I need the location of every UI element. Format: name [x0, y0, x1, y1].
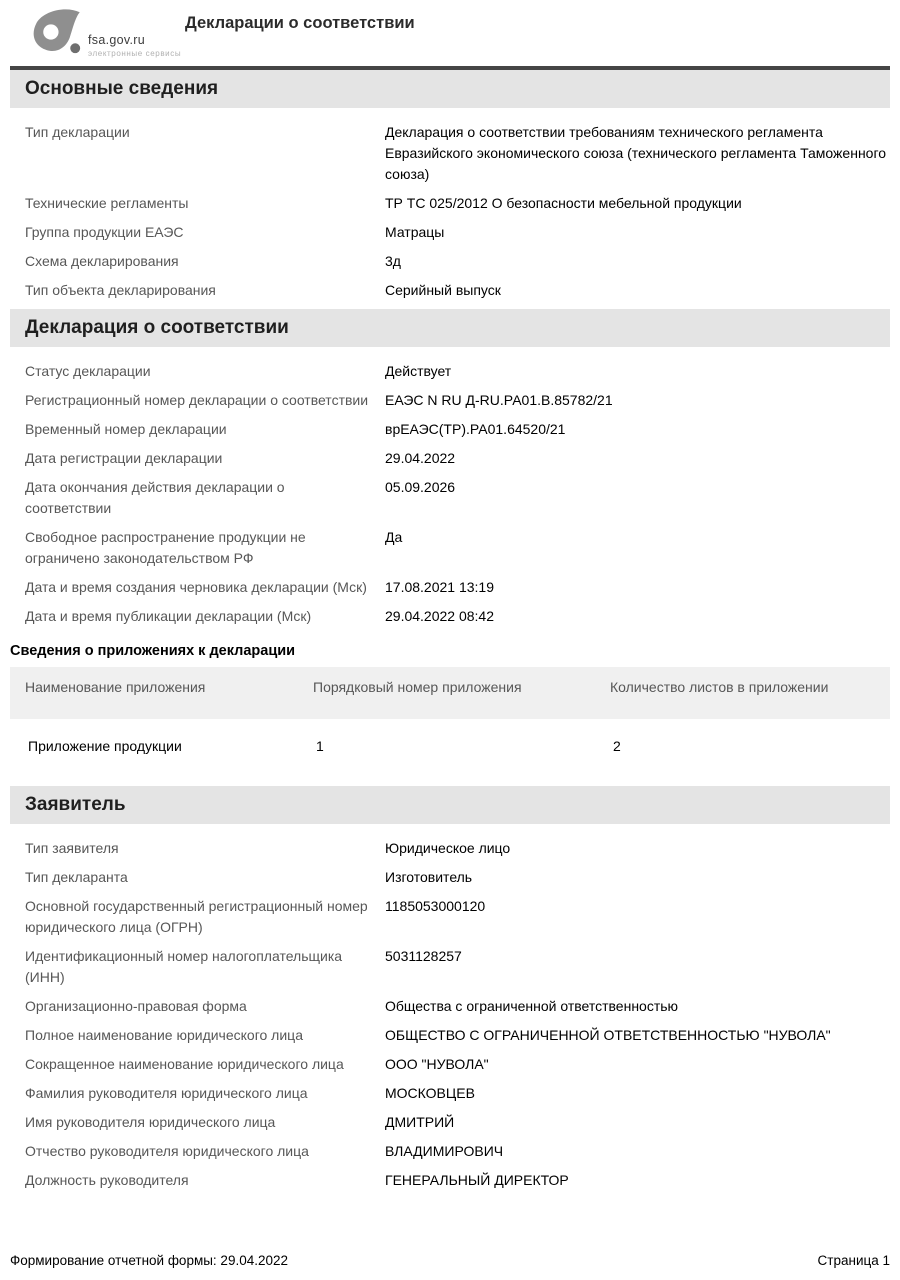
field-label: Тип декларанта	[25, 869, 128, 885]
section-header-applicant: Заявитель	[10, 786, 890, 824]
column-header: Порядковый номер приложения	[313, 679, 522, 695]
document-footer	[10, 1253, 890, 1268]
field-row	[25, 573, 890, 602]
field-row	[25, 602, 890, 631]
field-row	[25, 942, 890, 992]
field-value: ГЕНЕРАЛЬНЫЙ ДИРЕКТОР	[385, 1172, 569, 1188]
field-label: Должность руководителя	[25, 1172, 189, 1188]
field-row	[25, 357, 890, 386]
field-label: Сокращенное наименование юридического лица	[25, 1056, 344, 1072]
document-header	[10, 0, 890, 66]
field-row	[25, 1050, 890, 1079]
field-row	[25, 834, 890, 863]
field-label: Организационно-правовая форма	[25, 998, 247, 1014]
field-row	[25, 247, 890, 276]
attachments-heading: Сведения о приложениях к декларации	[10, 643, 296, 659]
section-applicant-rows	[10, 824, 890, 1199]
field-value: 29.04.2022 08:42	[385, 608, 494, 624]
section-declaration	[10, 309, 890, 635]
field-label: Группа продукции ЕАЭС	[25, 224, 184, 240]
field-value: врЕАЭС(ТР).РА01.64520/21	[385, 421, 566, 437]
field-label: Отчество руководителя юридического лица	[25, 1143, 309, 1159]
attachments-table-header	[10, 667, 890, 719]
attachments-table	[10, 667, 890, 770]
field-label: Имя руководителя юридического лица	[25, 1114, 276, 1130]
field-value: ВЛАДИМИРОВИЧ	[385, 1143, 504, 1159]
page-title: Декларации о соответствии	[185, 14, 415, 32]
column-header: Наименование приложения	[25, 679, 206, 695]
field-value: 17.08.2021 13:19	[385, 579, 494, 595]
field-value: Юридическое лицо	[385, 840, 511, 856]
table-cell: 2	[613, 738, 621, 754]
field-row	[25, 1108, 890, 1137]
field-value: 05.09.2026	[385, 479, 456, 495]
field-label: Дата окончания действия декларации о соответствии	[25, 479, 285, 516]
field-row	[25, 992, 890, 1021]
field-row	[25, 444, 890, 473]
field-value: МОСКОВЦЕВ	[385, 1085, 475, 1101]
field-row	[25, 892, 890, 942]
field-label: Основной государственный регистрационный номер юридического лица (ОГРН)	[25, 898, 368, 935]
footer-generated-date: Формирование отчетной формы: 29.04.2022	[10, 1253, 289, 1268]
field-value: 29.04.2022	[385, 450, 456, 466]
field-row	[25, 523, 890, 573]
field-row	[25, 276, 890, 305]
section-general-rows	[10, 108, 890, 309]
field-label: Дата и время создания черновика декларации (Мск)	[25, 579, 367, 595]
field-row	[25, 1079, 890, 1108]
fsa-logo	[32, 7, 182, 59]
field-value: 3д	[385, 253, 401, 269]
fsa-logo-icon	[32, 9, 86, 55]
field-row	[25, 863, 890, 892]
field-label: Дата и время публикации декларации (Мск)	[25, 608, 312, 624]
field-label: Тип объекта декларирования	[25, 282, 216, 298]
field-value: Изготовитель	[385, 869, 473, 885]
field-label: Статус декларации	[25, 363, 151, 379]
field-value: ОБЩЕСТВО С ОГРАНИЧЕННОЙ ОТВЕТСТВЕННОСТЬЮ "НУВОЛА"	[385, 1027, 831, 1043]
field-value status-value: Действует	[385, 363, 452, 379]
table-cell: 1	[316, 738, 324, 754]
field-label: Регистрационный номер декларации о соответствии	[25, 392, 369, 408]
field-label: Технические регламенты	[25, 195, 189, 211]
section-general-info	[10, 70, 890, 309]
field-value: ООО "НУВОЛА"	[385, 1056, 489, 1072]
field-row	[25, 118, 890, 189]
field-label: Тип декларации	[25, 124, 130, 140]
field-row	[25, 1137, 890, 1166]
field-row	[25, 415, 890, 444]
field-row	[25, 386, 890, 415]
field-label: Идентификационный номер налогоплательщика (ИНН)	[25, 948, 343, 985]
field-value: Да	[385, 529, 403, 545]
field-value: ЕАЭС N RU Д-RU.РА01.В.85782/21	[385, 392, 613, 408]
field-value: ТР ТС 025/2012 О безопасности мебельной продукции	[385, 195, 742, 211]
field-row	[25, 1021, 890, 1050]
field-row	[25, 218, 890, 247]
field-row	[25, 473, 890, 523]
field-value: Серийный выпуск	[385, 282, 501, 298]
field-value: 5031128257	[385, 948, 462, 964]
table-cell: Приложение продукции	[28, 738, 182, 754]
field-value: ДМИТРИЙ	[385, 1114, 455, 1130]
field-row	[25, 189, 890, 218]
field-label: Временный номер декларации	[25, 421, 227, 437]
section-applicant	[10, 786, 890, 1199]
column-header: Количество листов в приложении	[610, 679, 829, 695]
logo-tagline-text: электронные сервисы	[88, 48, 182, 58]
field-row	[25, 1166, 890, 1195]
field-value: Общества с ограниченной ответственностью	[385, 998, 679, 1014]
field-value: 1185053000120	[385, 898, 486, 914]
field-label: Дата регистрации декларации	[25, 450, 223, 466]
field-value: Декларация о соответствии требованиям технического регламента Евразийского экономического союза (технического регламента Таможенного союза)	[385, 124, 887, 182]
field-label: Свободное распространение продукции не ограничено законодательством РФ	[25, 529, 306, 566]
field-label: Полное наименование юридического лица	[25, 1027, 303, 1043]
field-value: Матрацы	[385, 224, 445, 240]
logo-domain-text: fsa.gov.ru	[88, 33, 145, 47]
section-declaration-rows	[10, 347, 890, 635]
field-label: Схема декларирования	[25, 253, 179, 269]
table-row	[10, 719, 890, 770]
section-header-general: Основные сведения	[10, 70, 890, 108]
section-header-declaration: Декларация о соответствии	[10, 309, 890, 347]
field-label: Фамилия руководителя юридического лица	[25, 1085, 308, 1101]
footer-page-number: Страница 1	[817, 1253, 890, 1268]
field-label: Тип заявителя	[25, 840, 119, 856]
